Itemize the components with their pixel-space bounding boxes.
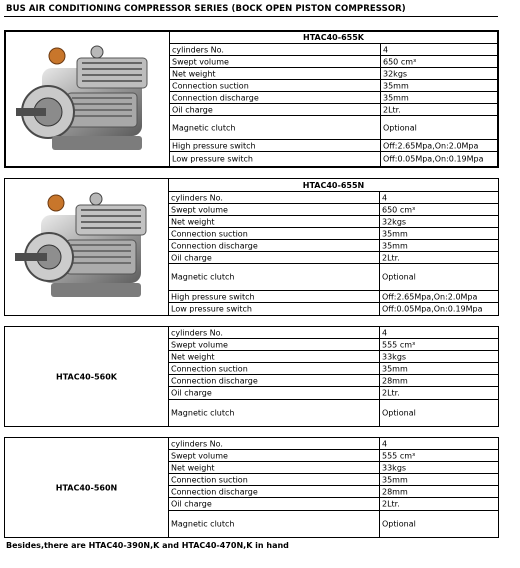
spec-row xyxy=(170,104,497,116)
spec-label: Swept volume xyxy=(172,57,229,66)
spec-label: Low pressure switch xyxy=(172,154,253,164)
spec-label: Oil charge xyxy=(171,253,212,262)
column-divider xyxy=(379,339,380,350)
spec-label: Net weight xyxy=(171,217,215,226)
spec-value: Off:2.65Mpa,On:2.0Mpa xyxy=(383,141,479,150)
column-divider xyxy=(380,68,381,79)
spec-value: 33kgs xyxy=(382,352,407,361)
spec-table xyxy=(169,327,498,426)
spec-value: Off:0.05Mpa,On:0.19Mpa xyxy=(382,304,483,314)
spec-value: Optional xyxy=(382,519,416,529)
model-block-560k xyxy=(4,326,499,427)
spec-label: Connection suction xyxy=(171,229,248,238)
spec-label: Net weight xyxy=(171,352,215,361)
spec-value: 32kgs xyxy=(383,69,408,78)
column-divider xyxy=(379,228,380,239)
spec-value: 4 xyxy=(382,439,388,448)
spec-row xyxy=(170,152,497,166)
column-divider xyxy=(379,303,380,315)
spec-label: Magnetic clutch xyxy=(171,408,235,418)
spec-label: Swept volume xyxy=(171,205,228,214)
spec-value: 555 cm³ xyxy=(382,340,416,349)
spec-label: High pressure switch xyxy=(171,292,255,301)
spec-value: 2Ltr. xyxy=(382,499,400,509)
column-divider xyxy=(379,351,380,362)
compressor-photo-cell xyxy=(5,179,169,315)
spec-label: Net weight xyxy=(171,463,215,472)
spec-row xyxy=(169,216,498,228)
column-divider xyxy=(379,486,380,497)
column-divider xyxy=(380,116,381,139)
compressor-photo-cell xyxy=(6,32,170,166)
spec-table xyxy=(170,32,497,166)
column-divider xyxy=(379,400,380,426)
spec-value: 32kgs xyxy=(382,217,407,226)
model-name: HTAC40-560K xyxy=(56,372,117,381)
compressor-photo xyxy=(12,38,164,158)
spec-value: Off:2.65Mpa,On:2.0Mpa xyxy=(382,292,478,301)
model-name-cell xyxy=(5,438,169,537)
title-divider xyxy=(4,16,498,17)
spec-value: 35mm xyxy=(382,241,408,250)
spec-row xyxy=(169,498,498,511)
column-divider xyxy=(379,375,380,386)
spec-value: 35mm xyxy=(382,475,408,484)
spec-value: 650 cm³ xyxy=(383,57,417,66)
column-divider xyxy=(380,140,381,151)
spec-row xyxy=(169,387,498,400)
spec-row xyxy=(169,450,498,462)
spec-value: Optional xyxy=(382,408,416,418)
spec-label: High pressure switch xyxy=(172,141,256,150)
column-divider xyxy=(379,363,380,374)
page-title: BUS AIR CONDITIONING COMPRESSOR SERIES (BOCK OPEN PISTON COMPRESSOR) xyxy=(6,4,406,14)
spec-value: 555 cm³ xyxy=(382,451,416,460)
spec-value: 2Ltr. xyxy=(383,105,401,114)
spec-row xyxy=(169,291,498,303)
spec-row xyxy=(169,252,498,264)
spec-value: 650 cm³ xyxy=(382,205,416,214)
spec-label: Oil charge xyxy=(171,499,212,509)
spec-row xyxy=(170,140,497,152)
spec-label: Connection discharge xyxy=(172,93,259,102)
spec-row xyxy=(169,327,498,339)
spec-label: Magnetic clutch xyxy=(171,519,235,529)
column-divider xyxy=(379,327,380,338)
spec-label: Oil charge xyxy=(172,105,213,114)
column-divider xyxy=(379,438,380,449)
column-divider xyxy=(380,152,381,166)
spec-row xyxy=(169,339,498,351)
spec-value: 28mm xyxy=(382,376,408,385)
spec-value: 4 xyxy=(382,193,388,202)
spec-row xyxy=(170,116,497,140)
spec-row xyxy=(169,264,498,291)
column-divider xyxy=(379,216,380,227)
column-divider xyxy=(379,240,380,251)
spec-row xyxy=(170,80,497,92)
model-header: HTAC40-655K xyxy=(170,32,497,44)
spec-label: cylinders No. xyxy=(171,193,223,202)
spec-value: 4 xyxy=(383,45,389,54)
spec-row xyxy=(169,474,498,486)
spec-value: 2Ltr. xyxy=(382,388,400,398)
spec-label: Swept volume xyxy=(171,340,228,349)
spec-table xyxy=(169,179,498,315)
spec-value: Off:0.05Mpa,On:0.19Mpa xyxy=(383,154,484,164)
column-divider xyxy=(379,498,380,510)
spec-value: 35mm xyxy=(383,93,409,102)
spec-row xyxy=(170,44,497,56)
spec-row xyxy=(169,204,498,216)
model-name: HTAC40-560N xyxy=(55,483,118,492)
column-divider xyxy=(379,204,380,215)
column-divider xyxy=(379,450,380,461)
spec-row xyxy=(169,400,498,426)
spec-label: Swept volume xyxy=(171,451,228,460)
footer-note: Besides,there are HTAC40-390N,K and HTAC40-470N,K in hand xyxy=(6,541,289,550)
column-divider xyxy=(380,104,381,115)
model-block-655n xyxy=(4,178,499,316)
spec-label: cylinders No. xyxy=(171,439,223,448)
spec-value: 35mm xyxy=(382,229,408,238)
spec-value: Optional xyxy=(382,272,416,282)
spec-value: 35mm xyxy=(382,364,408,373)
spec-row xyxy=(170,56,497,68)
model-block-655k xyxy=(4,30,499,168)
spec-row xyxy=(169,438,498,450)
column-divider xyxy=(379,192,380,203)
spec-label: Net weight xyxy=(172,69,216,78)
spec-label: cylinders No. xyxy=(172,45,224,54)
spec-value: Optional xyxy=(383,123,417,132)
spec-row xyxy=(169,351,498,363)
spec-row xyxy=(169,375,498,387)
column-divider xyxy=(379,511,380,537)
spec-row xyxy=(170,92,497,104)
spec-table xyxy=(169,438,498,537)
column-divider xyxy=(379,291,380,302)
column-divider xyxy=(379,474,380,485)
spec-label: Connection discharge xyxy=(171,376,258,385)
column-divider xyxy=(380,80,381,91)
spec-value: 4 xyxy=(382,328,388,337)
spec-label: cylinders No. xyxy=(171,328,223,337)
spec-value: 33kgs xyxy=(382,463,407,472)
spec-row xyxy=(169,462,498,474)
column-divider xyxy=(380,92,381,103)
model-name-cell xyxy=(5,327,169,426)
spec-row xyxy=(169,511,498,537)
spec-row xyxy=(169,192,498,204)
column-divider xyxy=(380,56,381,67)
spec-row xyxy=(169,228,498,240)
spec-row xyxy=(169,240,498,252)
column-divider xyxy=(379,462,380,473)
spec-label: Low pressure switch xyxy=(171,304,252,314)
column-divider xyxy=(380,44,381,55)
model-block-560n xyxy=(4,437,499,538)
spec-label: Connection suction xyxy=(172,81,249,90)
spec-row xyxy=(169,486,498,498)
spec-label: Connection suction xyxy=(171,364,248,373)
spec-label: Magnetic clutch xyxy=(171,272,235,282)
spec-row xyxy=(170,68,497,80)
column-divider xyxy=(379,252,380,263)
compressor-photo xyxy=(11,185,163,305)
spec-row xyxy=(169,363,498,375)
spec-label: Connection discharge xyxy=(171,487,258,496)
spec-value: 2Ltr. xyxy=(382,253,400,262)
column-divider xyxy=(379,387,380,399)
spec-label: Oil charge xyxy=(171,388,212,398)
column-divider xyxy=(379,264,380,290)
spec-row xyxy=(169,303,498,315)
spec-label: Connection discharge xyxy=(171,241,258,250)
model-header: HTAC40-655N xyxy=(169,179,498,192)
spec-label: Connection suction xyxy=(171,475,248,484)
spec-value: 35mm xyxy=(383,81,409,90)
spec-label: Magnetic clutch xyxy=(172,123,236,132)
spec-value: 28mm xyxy=(382,487,408,496)
